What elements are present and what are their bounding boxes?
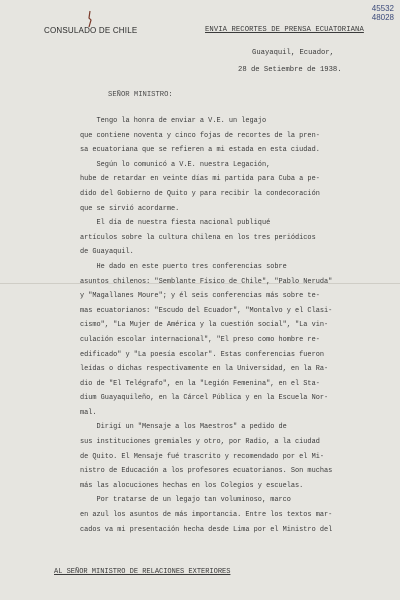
archive-ref-line: 45532 (371, 4, 394, 13)
body-line: cismo", "La Mujer de América y la cuestión social", "La vin- (80, 321, 329, 330)
body-line: cados va mi presentación hecha desde Lima por el Ministro del (80, 525, 333, 534)
body-line: edificado" y "La poesía escolar". Estas conferencias fueron (80, 350, 324, 359)
letter-body (80, 114, 380, 537)
body-line: El día de nuestra fiesta nacional publiqué (80, 219, 271, 228)
body-line: He dado en este puerto tres conferencias sobre (80, 262, 287, 271)
archive-reference (354, 4, 394, 22)
letterhead: CONSULADO DE CHILE (44, 26, 138, 35)
body-line: y "Magallanes Moure"; y él seis conferencias más sobre te- (80, 292, 320, 301)
body-line: Por tratarse de un legajo tan voluminoso, marco (80, 496, 291, 505)
date-line: 28 de Setiembre de 1938. (238, 66, 342, 74)
body-line: sa ecuatoriana que se refieren a mi estada en esta ciudad. (80, 146, 320, 155)
body-line: nistro de Educación a los profesores ecuatorianos. Son muchas (80, 467, 333, 476)
body-line: dio de "El Telégrafo", en la "Legión Femenina", en el Sta- (80, 379, 320, 388)
body-line: dido del Gobierno de Quito y para recibir la condecoración (80, 189, 320, 198)
place-line: Guayaquil, Ecuador, (252, 49, 334, 57)
body-line: de Guayaquil. (80, 248, 134, 257)
body-line: en azul los asuntos de más importancia. Entre los textos mar- (80, 511, 333, 520)
body-line: artículos sobre la cultura chilena en los tres periódicos (80, 233, 316, 242)
subject-heading: ENVIA RECORTES DE PRENSA ECUATORIANA (205, 26, 364, 34)
addressee-line: AL SEÑOR MINISTRO DE RELACIONES EXTERIORES (54, 568, 231, 576)
body-line: Según lo comunicó a V.E. nuestra Legación, (80, 160, 271, 169)
body-line: dium Guayaquileño, en la Cárcel Pública y en la Escuela Nor- (80, 394, 329, 403)
body-line: Dirigí un "Mensaje a los Maestros" a pedido de (80, 423, 287, 432)
body-line: culación escolar internacional", "El preso como hombre re- (80, 335, 320, 344)
body-line: mal. (80, 408, 97, 417)
body-line: que se sirvió acordarme. (80, 204, 180, 213)
body-line: mas ecuatorianos: "Escudo del Ecuador", "Montalvo y el Clasi- (80, 306, 333, 315)
salutation: SEÑOR MINISTRO: (108, 91, 173, 99)
body-line: que contiene noventa y cinco fojas de recortes de la pren- (80, 131, 320, 140)
ink-mark-icon (85, 10, 95, 28)
body-line: leídas o dichas respectivamente en la Universidad, en la Ra- (80, 365, 329, 374)
body-line: hube de retardar en veinte días mi partida para Cuba a pe- (80, 175, 320, 184)
body-line: de Quito. El Mensaje fué trascrito y recomendado por el Mi- (80, 452, 324, 461)
body-line: más las alocuciones hechas en los Colegios y escuelas. (80, 481, 304, 490)
body-line: asuntos chilenos: "Semblante Físico de Chile", "Pablo Neruda" (80, 277, 333, 286)
body-line: sus instituciones gremiales y otro, por Radio, a la ciudad (80, 438, 320, 447)
archive-ref-line: 48028 (371, 13, 394, 22)
body-line: Tengo la honra de enviar a V.E. un legajo (80, 117, 267, 125)
